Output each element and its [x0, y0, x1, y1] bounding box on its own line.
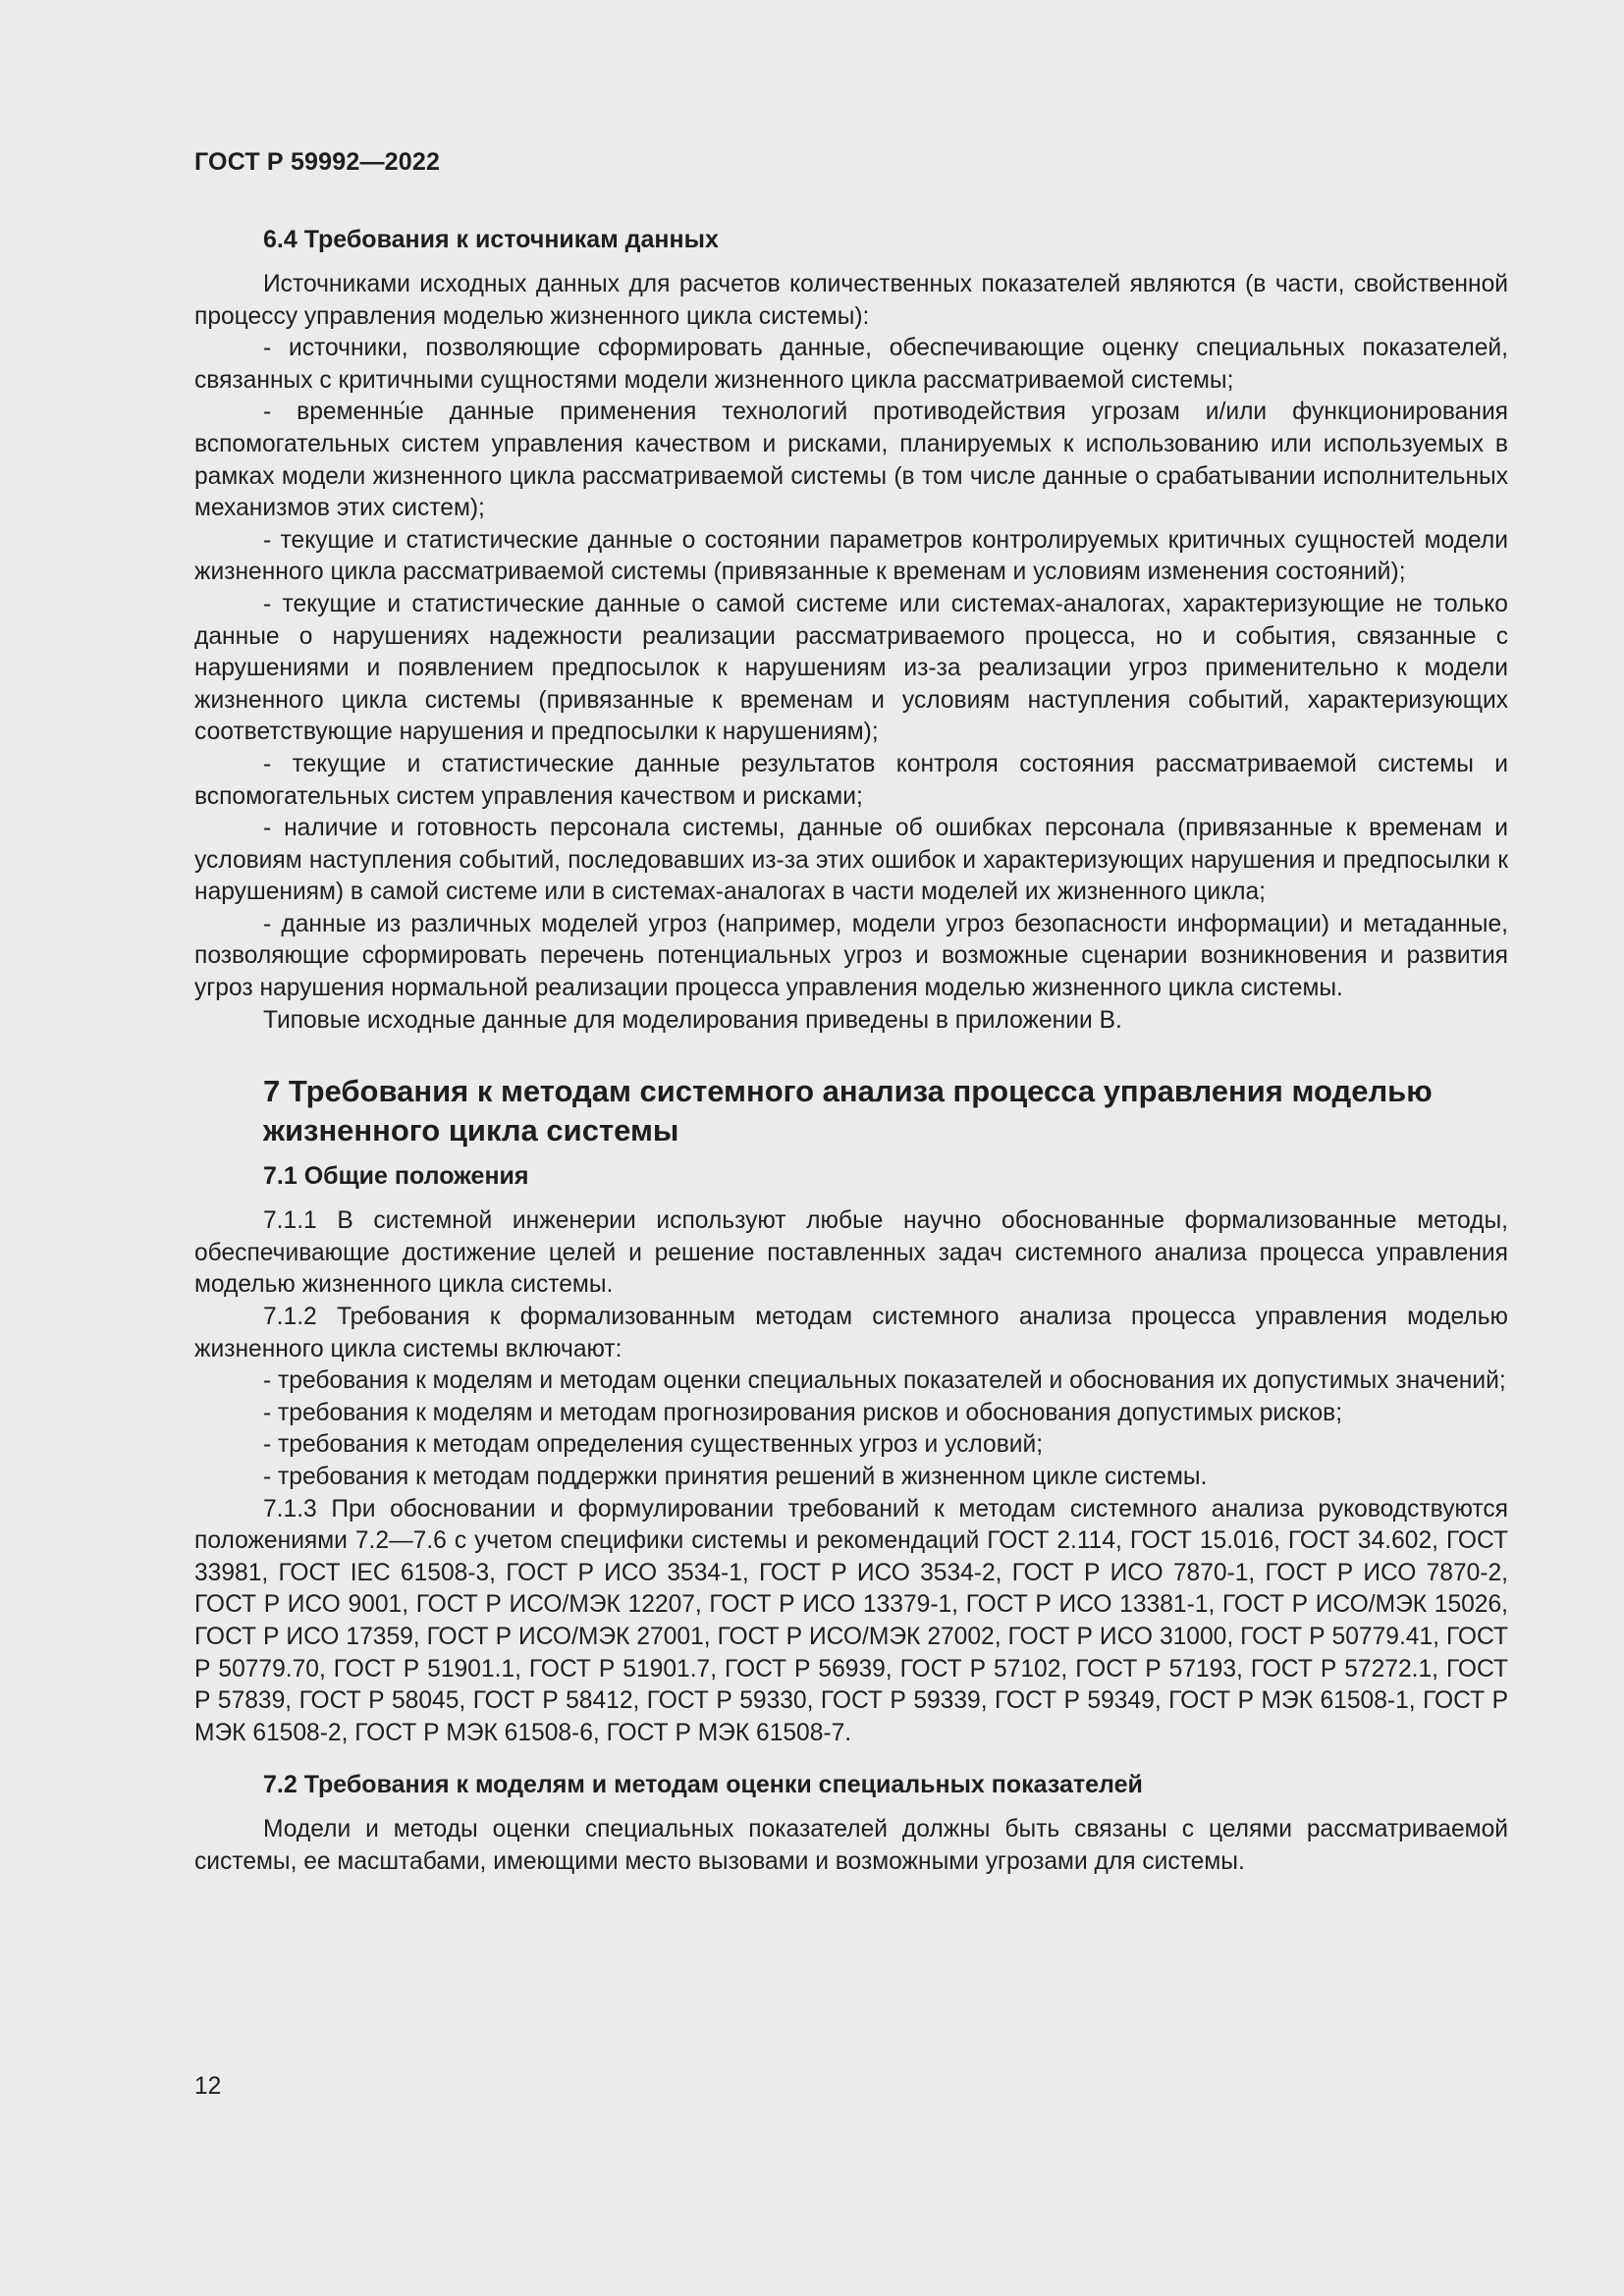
list-item: - требования к моделям и методам прогнозирования рисков и обоснования допустимых рисков;	[263, 1399, 1343, 1426]
list-item: - требования к методам поддержки принятия решений в жизненном цикле системы.	[263, 1464, 1208, 1490]
section-7-heading: 7 Требования к методам системного анализа процесса управления моделью жизненного цикла системы	[263, 1074, 1433, 1148]
section-6-4-heading: 6.4 Требования к источникам данных	[263, 226, 719, 253]
list-item: - требования к моделям и методам оценки специальных показателей и обоснования их допустимых значений;	[263, 1367, 1506, 1395]
paragraph: Модели и методы оценки специальных показателей должны быть связаны с целями рассматриваемой системы, ее масштабами, имеющими место вызовами и возможными угрозами для системы.	[194, 1816, 1508, 1875]
page-number: 12	[194, 2073, 222, 2100]
paragraph: Типовые исходные данные для моделирования приведены в приложении В.	[263, 1006, 1122, 1034]
section-7-2-heading: 7.2 Требования к моделям и методам оценки специальных показателей	[263, 1771, 1143, 1799]
list-item: - требования к методам определения существенных угроз и условий;	[263, 1431, 1044, 1459]
paragraph: 7.1.2 Требования к формализованным методам системного анализа процесса управления моделью жизненного цикла системы включают:	[194, 1304, 1508, 1362]
paragraph: 7.1.3 При обосновании и формулировании требований к методам системного анализа руководствуются положениями 7.2—7.6 с учетом специфики системы и рекомендаций ГОСТ 2.114, ГОСТ 15.016, ГОСТ 34.602, ГОСТ 33981, ГОСТ IEC 61508-3, ГОСТ Р ИСО 3534-1, ГОСТ Р ИСО 3534-2, ГОСТ Р ИСО 7870-1, ГОСТ Р ИСО 7870-2, ГОСТ Р ИСО 9001, ГОСТ Р ИСО/МЭК 12207, ГОСТ Р ИСО 13379-1, ГОСТ Р ИСО 13381-1, ГОСТ Р ИСО/МЭК 15026, ГОСТ Р ИСО 17359, ГОСТ Р ИСО/МЭК 27001, ГОСТ Р ИСО/МЭК 27002, ГОСТ Р ИСО 31000, ГОСТ Р 50779.41, ГОСТ Р 50779.70, ГОСТ Р 51901.1, ГОСТ Р 51901.7, ГОСТ Р 56939, ГОСТ Р 57102, ГОСТ Р 57193, ГОСТ Р 57272.1, ГОСТ Р 57839, ГОСТ Р 58045, ГОСТ Р 58412, ГОСТ Р 59330, ГОСТ Р 59339, ГОСТ Р 59349, ГОСТ Р МЭК 61508-1, ГОСТ Р МЭК 61508-2, ГОСТ Р МЭК 61508-6, ГОСТ Р МЭК 61508-7.	[194, 1495, 1508, 1746]
list-item: - текущие и статистические данные о самой системе или системах-аналогах, характеризующие не только данные о нарушениях надежности реализации рассматриваемого процесса, но и события, связанные с нарушениями и появлением предпосылок к нарушениям из-за реализации угроз применительно к модели жизненного цикла системы (привязанные к временам и условиям наступления событий, характеризующих соответствующие нарушения и предпосылки к нарушениям);	[194, 590, 1508, 746]
document-body	[194, 224, 1508, 1879]
list-item: - временны́е данные применения технологий противодействия угрозам и/или функционирования вспомогательных систем управления качеством и рисками, планируемых к использованию или используемых в рамках модели жизненного цикла рассматриваемой системы (в том числе данные о срабатывании исполнительных механизмов этих систем);	[194, 399, 1508, 522]
list-item: - текущие и статистические данные результатов контроля состояния рассматриваемой системы и вспомогательных систем управления качеством и рисками;	[194, 750, 1508, 810]
paragraph: Источниками исходных данных для расчетов количественных показателей являются (в части, свойственной процессу управления моделью жизненного цикла системы):	[194, 271, 1508, 330]
list-item: - данные из различных моделей угроз (например, модели угроз безопасности информации) и метаданные, позволяющие сформировать перечень потенциальных угроз и возможные сценарии возникновения и развития угроз нарушения нормальной реализации процесса управления моделью жизненного цикла системы.	[194, 910, 1508, 1002]
paragraph: 7.1.1 В системной инженерии используют любые научно обоснованные формализованные методы, обеспечивающие достижение целей и решение поставленных задач системного анализа процесса управления моделью жизненного цикла системы.	[194, 1207, 1508, 1299]
list-item: - источники, позволяющие сформировать данные, обеспечивающие оценку специальных показателей, связанных с критичными сущностями модели жизненного цикла рассматриваемой системы;	[194, 335, 1508, 394]
section-7-1-heading: 7.1 Общие положения	[263, 1162, 529, 1191]
list-item: - текущие и статистические данные о состоянии параметров контролируемых критичных сущностей модели жизненного цикла рассматриваемой системы (привязанные к временам и условиям изменения состояний);	[194, 526, 1508, 586]
document-header-title: ГОСТ Р 59992—2022	[194, 148, 441, 176]
list-item: - наличие и готовность персонала системы, данные об ошибках персонала (привязанные к временам и условиям наступления событий, последовавших из-за этих ошибок и характеризующих нарушения и предпосылки к нарушениям) в самой системе или в системах-аналогах в части моделей их жизненного цикла;	[194, 815, 1508, 906]
